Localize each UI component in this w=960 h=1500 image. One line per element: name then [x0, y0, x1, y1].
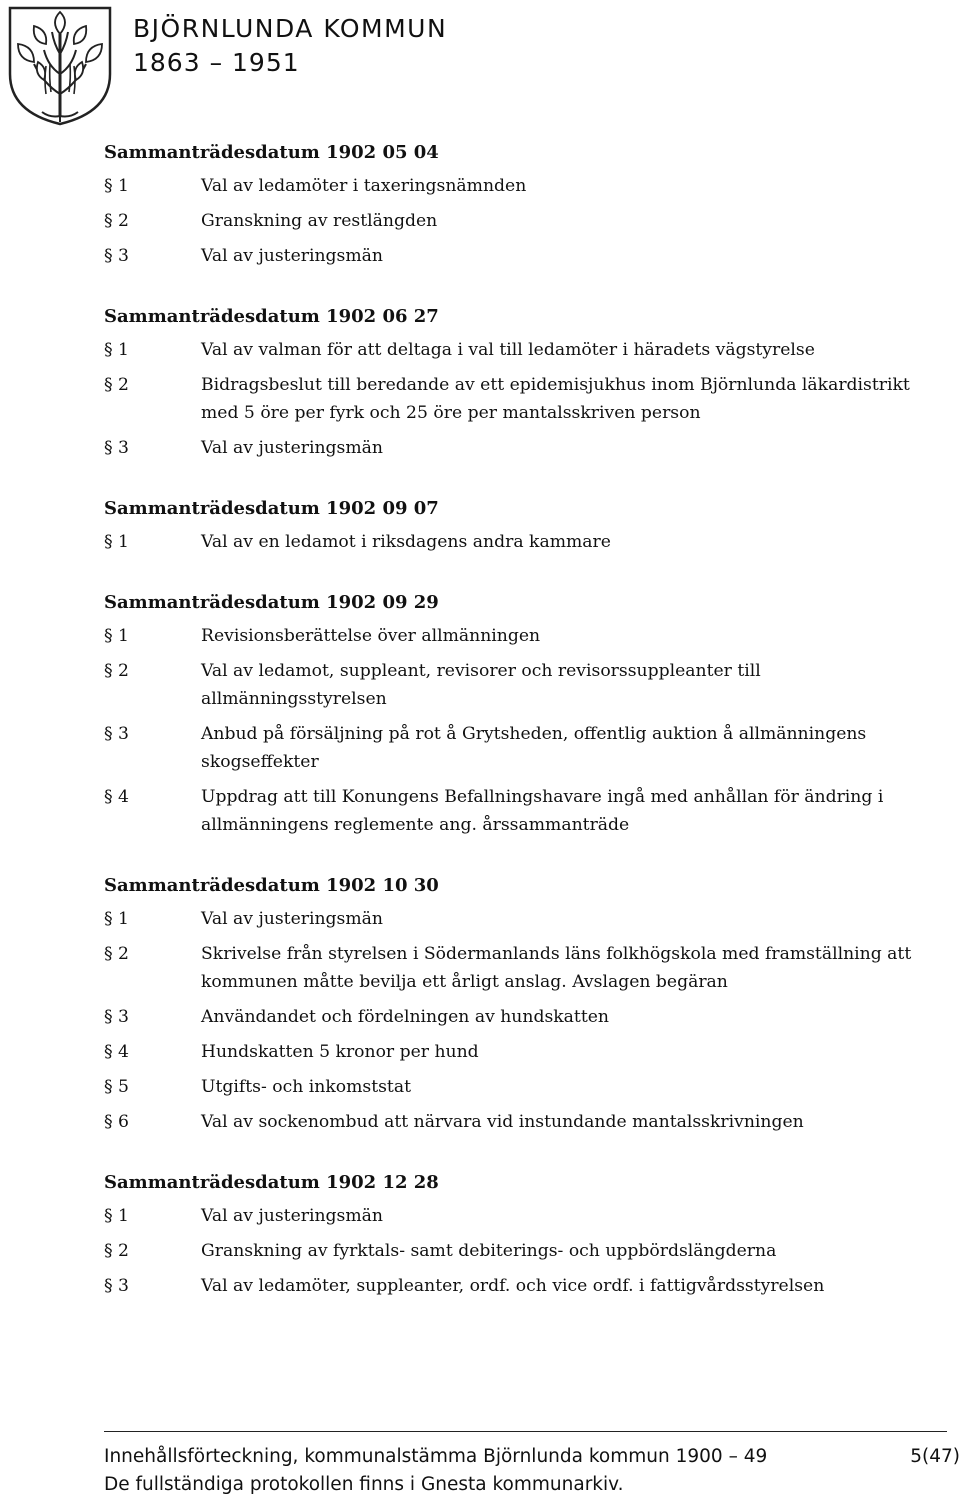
agenda-item	[104, 1202, 924, 1230]
agenda-item	[104, 336, 924, 364]
meeting-section	[104, 1170, 924, 1300]
birch-tree-coat-of-arms-icon	[4, 4, 116, 128]
agenda-item	[104, 1237, 924, 1265]
footer-title: Innehållsförteckning, kommunalstämma Björnlunda kommun 1900 – 49	[104, 1446, 768, 1467]
agenda-item-text: Val av sockenombud att närvara vid instundande mantalsskrivningen	[201, 1112, 804, 1132]
paragraph-number: § 2	[104, 1241, 129, 1261]
agenda-item-text: Hundskatten 5 kronor per hund	[201, 1042, 479, 1062]
agenda-item-text: Val av valman för att deltaga i val till ledamöter i häradets vägstyrelse	[201, 340, 815, 360]
paragraph-number: § 4	[104, 1042, 129, 1062]
agenda-item	[104, 720, 924, 776]
page-header	[0, 0, 960, 130]
footer-archive-note: De fullständiga protokollen finns i Gnesta kommunarkiv.	[104, 1474, 624, 1495]
agenda-item-text: Val av en ledamot i riksdagens andra kammare	[201, 532, 611, 552]
paragraph-number: § 3	[104, 724, 129, 744]
meeting-section	[104, 304, 924, 462]
agenda-item	[104, 434, 924, 462]
agenda-item-text: Revisionsberättelse över allmänningen	[201, 626, 541, 646]
municipality-name: BJÖRNLUNDA KOMMUN	[133, 14, 448, 43]
paragraph-number: § 3	[104, 1276, 129, 1296]
agenda-item-text: Val av ledamot, suppleant, revisorer och revisorssuppleanter till allmänningsstyrelsen	[201, 661, 761, 709]
agenda-item-text: Skrivelse från styrelsen i Södermanlands läns folkhögskola med framställning att kommunen måtte bevilja ett årligt anslag. Avslagen begäran	[201, 944, 912, 992]
paragraph-number: § 2	[104, 211, 129, 231]
agenda-item	[104, 905, 924, 933]
agenda-item-text: Granskning av restlängden	[201, 211, 438, 231]
agenda-item-text: Bidragsbeslut till beredande av ett epidemisjukhus inom Björnlunda läkardistrikt med 5 öre per fyrk och 25 öre per mantalsskriven person	[201, 375, 910, 423]
paragraph-number: § 2	[104, 944, 129, 964]
paragraph-number: § 3	[104, 438, 129, 458]
paragraph-number: § 1	[104, 340, 129, 360]
meeting-section	[104, 873, 924, 1136]
paragraph-number: § 3	[104, 246, 129, 266]
agenda-item-text: Val av justeringsmän	[201, 438, 383, 458]
meeting-date-heading: Sammanträdesdatum 1902 09 07	[104, 498, 439, 519]
agenda-item-text: Användandet och fördelningen av hundskatten	[201, 1007, 609, 1027]
agenda-item	[104, 1108, 924, 1136]
paragraph-number: § 6	[104, 1112, 129, 1132]
paragraph-number: § 4	[104, 787, 129, 807]
agenda-item-text: Val av justeringsmän	[201, 909, 383, 929]
paragraph-number: § 5	[104, 1077, 129, 1097]
agenda-item-text: Utgifts- och inkomststat	[201, 1077, 411, 1097]
agenda-item-text: Val av ledamöter, suppleanter, ordf. och vice ordf. i fattigvårdsstyrelsen	[201, 1276, 825, 1296]
agenda-item	[104, 783, 924, 839]
meeting-date-heading: Sammanträdesdatum 1902 09 29	[104, 592, 439, 613]
agenda-item	[104, 528, 924, 556]
meeting-section	[104, 140, 924, 270]
agenda-item	[104, 207, 924, 235]
agenda-item	[104, 940, 924, 996]
agenda-item-text: Uppdrag att till Konungens Befallningshavare ingå med anhållan för ändring i allmänningens reglemente ang. årssammanträde	[201, 787, 884, 835]
meeting-date-heading: Sammanträdesdatum 1902 05 04	[104, 142, 439, 163]
agenda-item	[104, 242, 924, 270]
meeting-date-heading: Sammanträdesdatum 1902 10 30	[104, 875, 439, 896]
meeting-date-heading: Sammanträdesdatum 1902 06 27	[104, 306, 439, 327]
agenda-item-text: Val av justeringsmän	[201, 246, 383, 266]
paragraph-number: § 1	[104, 176, 129, 196]
paragraph-number: § 1	[104, 909, 129, 929]
meeting-index	[104, 140, 924, 1334]
agenda-item	[104, 1038, 924, 1066]
page-number: 5(47)	[910, 1446, 960, 1467]
agenda-item-text: Val av justeringsmän	[201, 1206, 383, 1226]
agenda-item	[104, 657, 924, 713]
paragraph-number: § 3	[104, 1007, 129, 1027]
agenda-item	[104, 371, 924, 427]
agenda-item	[104, 1272, 924, 1300]
paragraph-number: § 2	[104, 375, 129, 395]
municipality-years: 1863 – 1951	[133, 48, 300, 77]
agenda-item	[104, 622, 924, 650]
paragraph-number: § 1	[104, 532, 129, 552]
meeting-section	[104, 496, 924, 556]
agenda-item-text: Val av ledamöter i taxeringsnämnden	[201, 176, 527, 196]
agenda-item	[104, 1003, 924, 1031]
meeting-section	[104, 590, 924, 839]
agenda-item	[104, 172, 924, 200]
paragraph-number: § 2	[104, 661, 129, 681]
paragraph-number: § 1	[104, 626, 129, 646]
agenda-item-text: Granskning av fyrktals- samt debiterings- och uppbördslängderna	[201, 1241, 777, 1261]
footer-divider	[104, 1431, 947, 1432]
paragraph-number: § 1	[104, 1206, 129, 1226]
meeting-date-heading: Sammanträdesdatum 1902 12 28	[104, 1172, 439, 1193]
agenda-item	[104, 1073, 924, 1101]
agenda-item-text: Anbud på försäljning på rot å Grytsheden, offentlig auktion å allmänningens skogseffekter	[201, 724, 867, 772]
